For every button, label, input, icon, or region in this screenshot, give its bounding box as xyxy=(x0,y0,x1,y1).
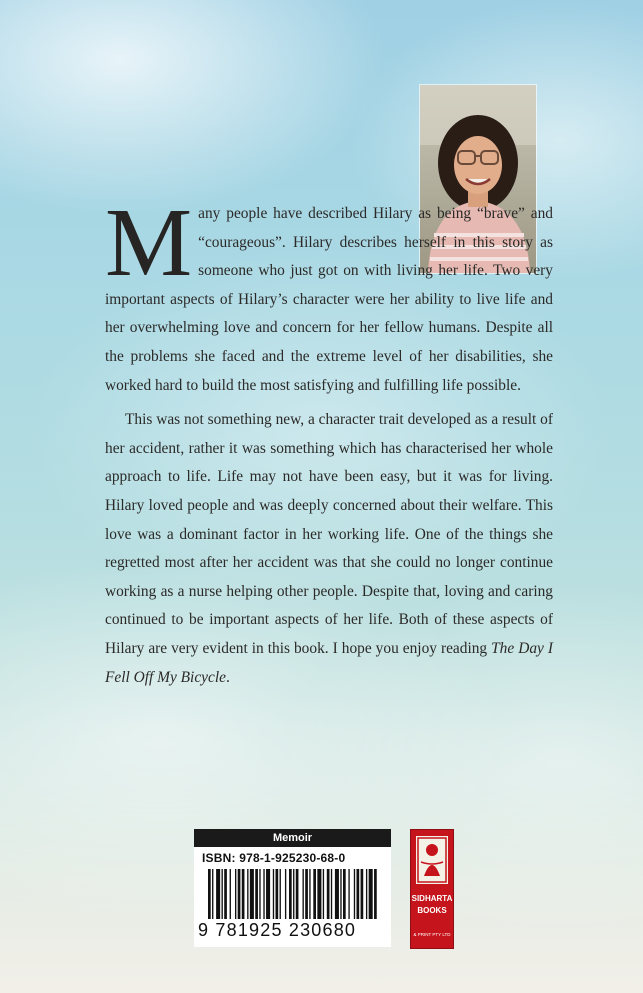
barcode-bars xyxy=(200,869,386,921)
publisher-logo xyxy=(410,829,454,949)
publisher-name-line-1: SIDHARTA xyxy=(411,894,453,903)
publisher-emblem-icon xyxy=(416,836,448,884)
cover-blurb xyxy=(105,189,553,692)
isbn-text: ISBN: 978-1-925230-68-0 xyxy=(202,851,346,865)
genre-label: Memoir xyxy=(194,829,391,847)
blurb-paragraph-1 xyxy=(105,189,553,400)
paragraph-2-text: This was not something new, a character trait developed as a result of her accident, rather it was something which has characterised her whole approach to life. Life may not have been easy, but it was for living. Hilary loved people and was deeply concerned about their welfare. This love was a dominant factor in her working life. One of the things she regretted most after her accident was that she could no longer continue working as a nurse helping other people. Despite that, loving and caring continued to be important aspects of her life. Both of these aspects of Hilary are very evident in this book. I hope you enjoy reading xyxy=(105,411,553,657)
paragraph-1-text: any people have described Hilary as being “brave” and “courageous”. Hilary describes herself in this story as someone who just got on with living her life. Two very important aspects of Hilary’s character were her ability to live life and her overwhelming love and concern for her fellow humans. Despite all the problems she faced and the extreme level of her disabilities, she worked hard to build the most satisfying and fulfilling life possible. xyxy=(105,205,553,394)
barcode-number: 9 781925 230680 xyxy=(198,920,357,940)
isbn-barcode-panel xyxy=(194,829,391,947)
book-title: The Day I Fell Off My Bicycle xyxy=(105,639,553,686)
drop-cap: M xyxy=(105,189,193,297)
publisher-name-line-2: BOOKS xyxy=(417,906,447,915)
publisher-name-line-3: & PRINT PTY LTD xyxy=(413,932,451,937)
paragraph-2-end: . xyxy=(225,668,230,686)
blurb-paragraph-2 xyxy=(105,406,553,692)
